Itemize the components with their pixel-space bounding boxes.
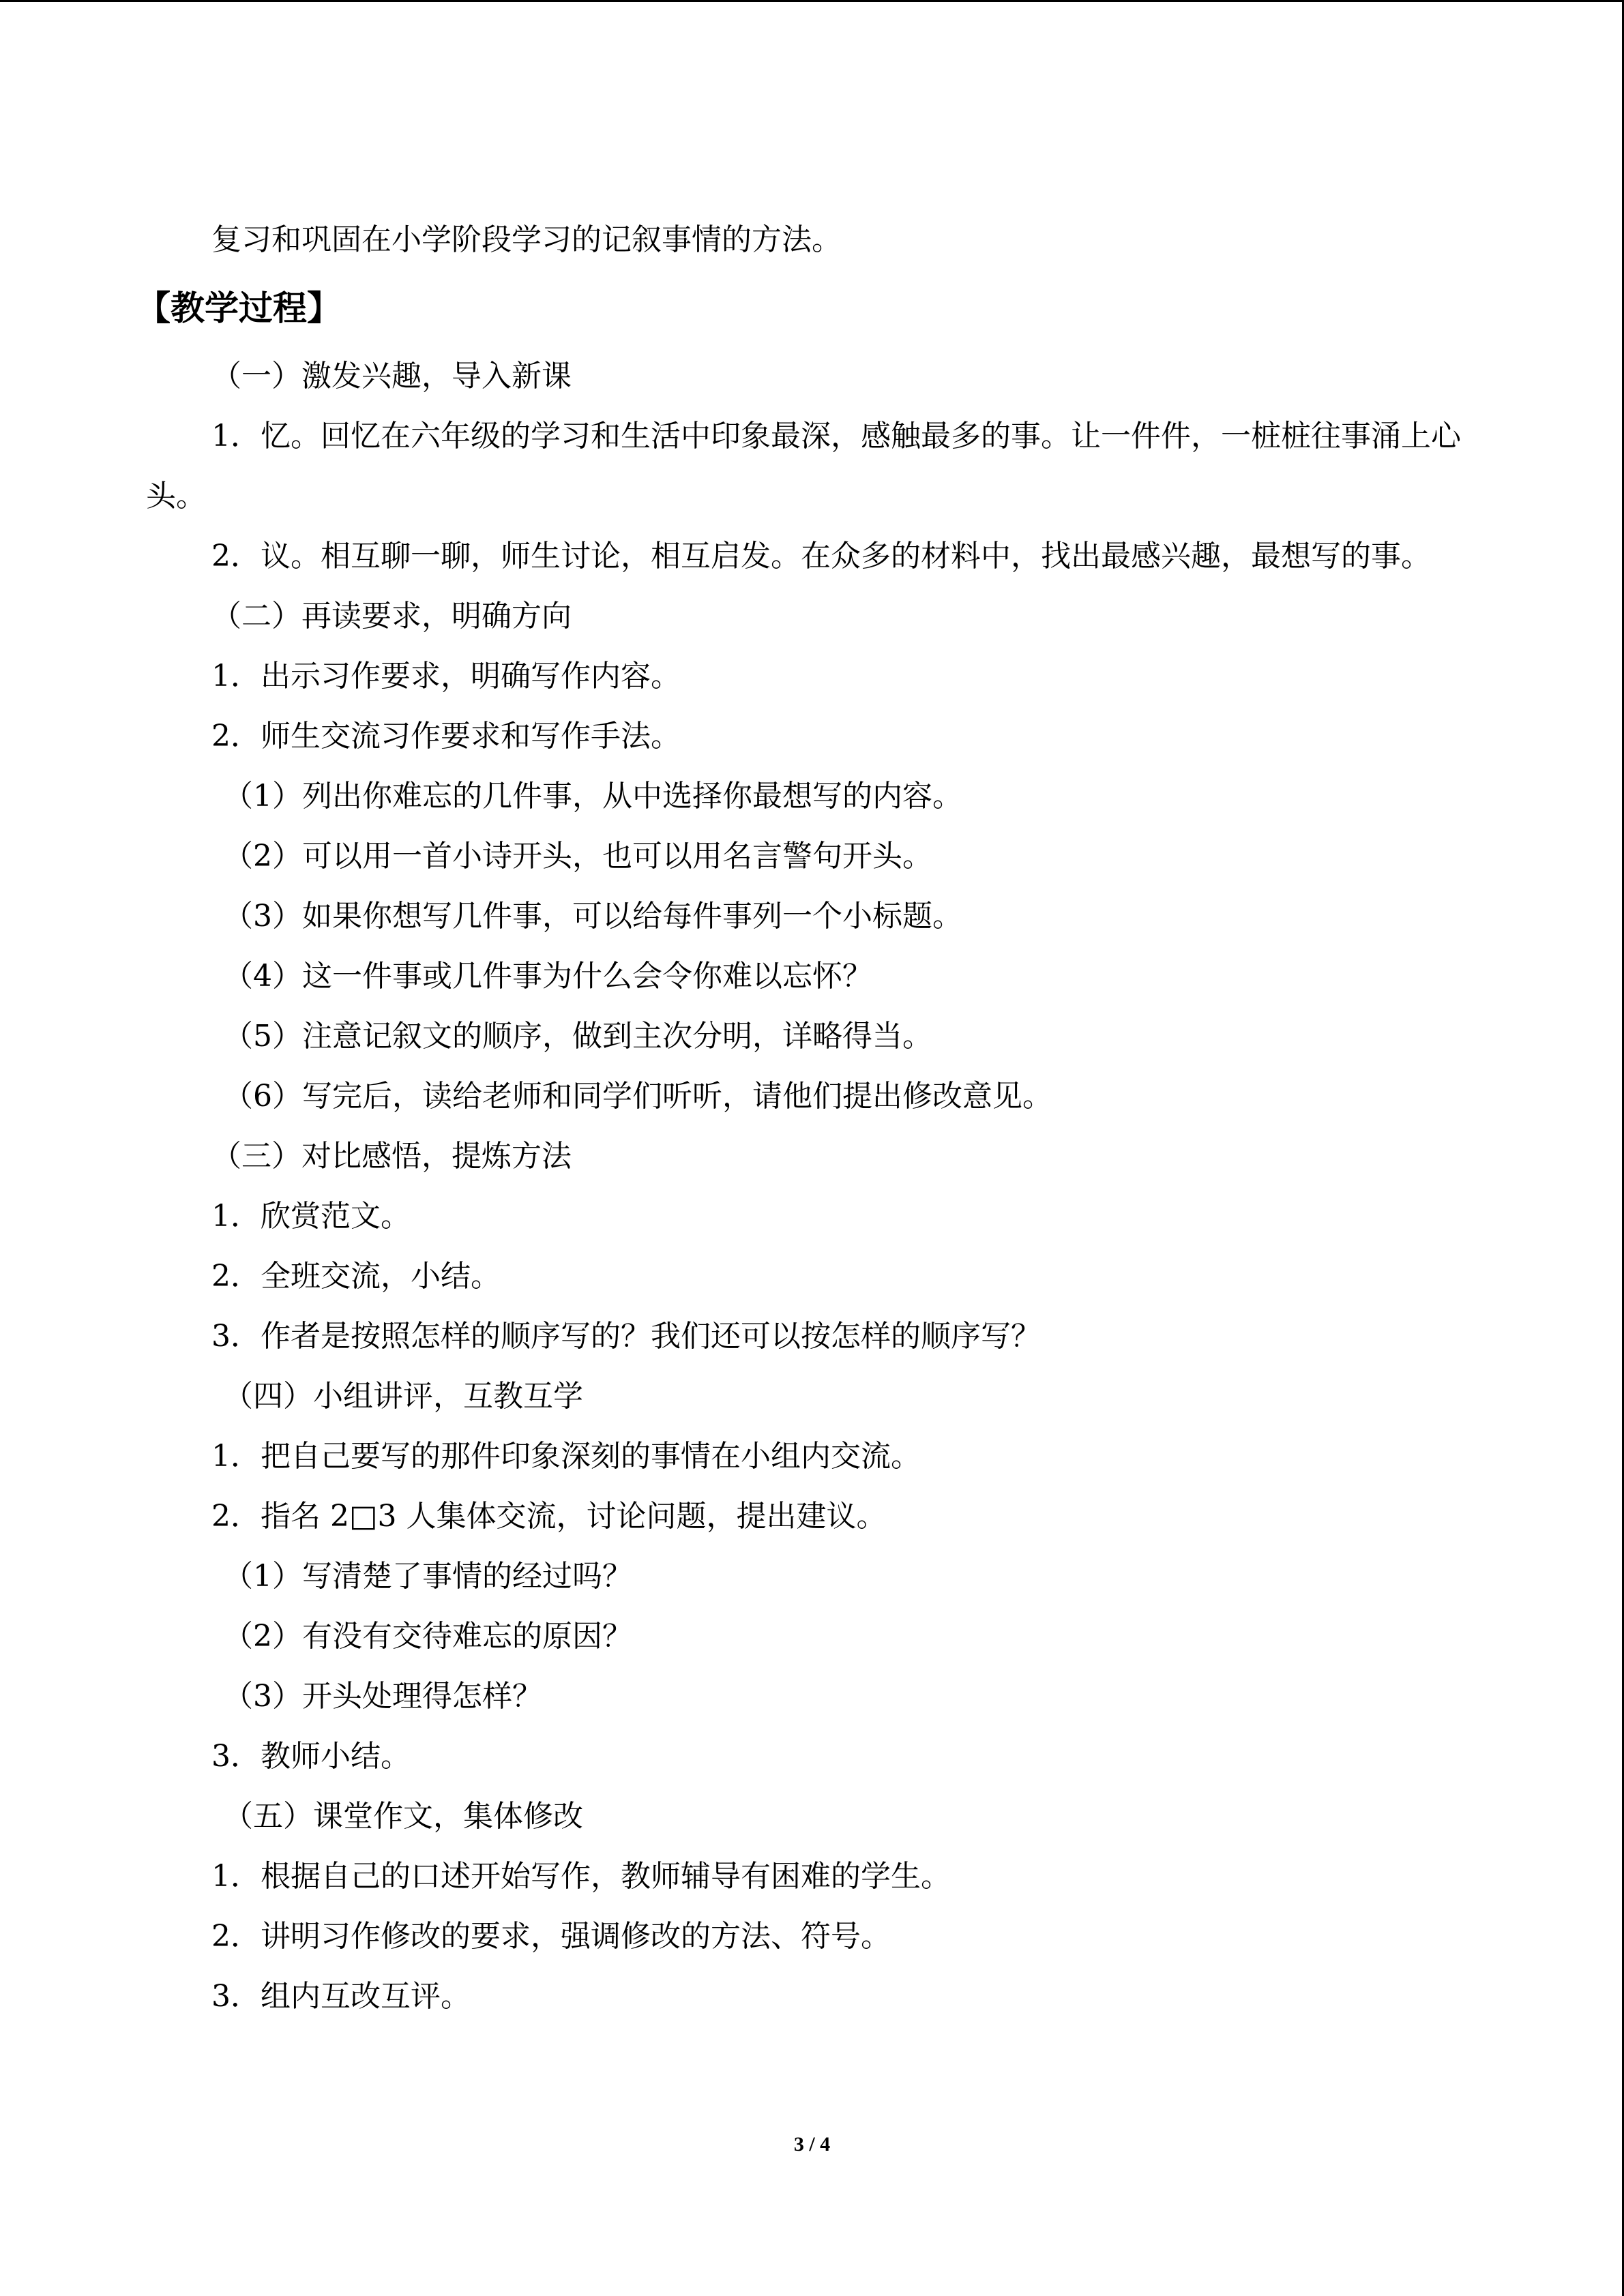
section-heading: 【教学过程】 [136,288,341,328]
body-line: 1．把自己要写的那件印象深刻的事情在小组内交流。 [211,1439,921,1474]
body-line: 3．组内互改互评。 [211,1979,471,2014]
body-lines [146,346,1480,2027]
body-line: 3．教师小结。 [211,1739,411,1774]
body-line: （五）课堂作文，集体修改 [223,1799,583,1834]
body-line: （1）列出你难忘的几件事，从中选择你最想写的内容。 [223,779,962,814]
body-line: （3）如果你想写几件事，可以给每件事列一个小标题。 [223,899,962,934]
page-number: 3 / 4 [793,2133,831,2156]
body-line: （6）写完后，读给老师和同学们听听，请他们提出修改意见。 [223,1079,1052,1114]
body-line: 2．指名 2□3 人集体交流，讨论问题，提出建议。 [211,1499,887,1534]
body-line: （2）有没有交待难忘的原因？ [223,1619,632,1654]
body-line: （四）小组讲评，互教互学 [223,1379,583,1414]
document-page [136,210,1480,2027]
body-line: 2．议。相互聊一聊，师生讨论，相互启发。在众多的材料中，找出最感兴趣，最想写的事。 [211,539,1431,573]
body-line: 3．作者是按照怎样的顺序写的？我们还可以按怎样的顺序写？ [211,1319,1041,1354]
body-line: （一）激发兴趣，导入新课 [211,359,572,393]
body-line: 1．根据自己的口述开始写作，教师辅导有困难的学生。 [211,1859,951,1894]
body-line: （1）写清楚了事情的经过吗？ [223,1559,632,1594]
body-line: 1．出示习作要求，明确写作内容。 [211,659,681,694]
body-line: （3）开头处理得怎样？ [223,1679,542,1714]
body-line: 2．师生交流习作要求和写作手法。 [211,719,681,754]
body-line: （三）对比感悟，提炼方法 [211,1139,572,1174]
body-line: （5）注意记叙文的顺序，做到主次分明，详略得当。 [223,1019,932,1054]
body-line: （二）再读要求，明确方向 [211,599,572,633]
top-border [0,0,1624,2]
body-line: 1．忆。回忆在六年级的学习和生活中印象最深，感触最多的事。让一件件，一桩桩往事涌上心头。 [146,419,1461,513]
intro-paragraph: 复习和巩固在小学阶段学习的记叙事情的方法。 [211,222,842,257]
body-line: 1．欣赏范文。 [211,1199,411,1234]
body-line: （4）这一件事或几件事为什么会令你难以忘怀？ [223,959,872,994]
body-line: （2）可以用一首小诗开头，也可以用名言警句开头。 [223,839,932,874]
body-line: 2．全班交流，小结。 [211,1259,501,1294]
body-line: 2．讲明习作修改的要求，强调修改的方法、符号。 [211,1919,891,1954]
